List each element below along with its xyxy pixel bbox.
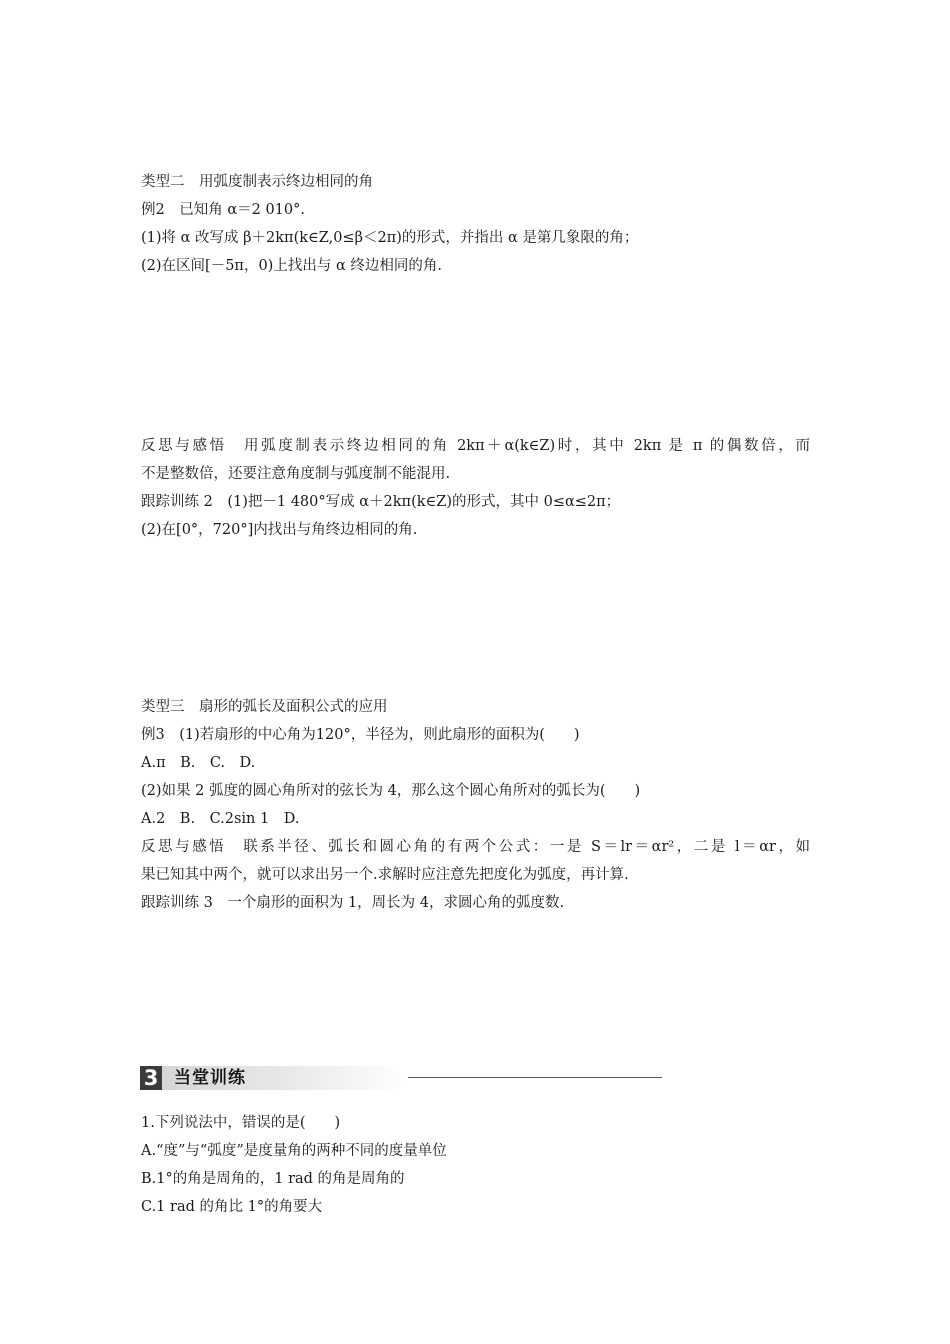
practice2-line-1: 跟踪训练 2 (1)把－1 480°写成 α＋2kπ(k∈Z)的形式，其中 0≤α≤2π； — [141, 494, 621, 510]
exercise1-question: 1.下列说法中，错误的是( ) — [141, 1115, 341, 1131]
section-divider — [408, 1077, 662, 1078]
example2-question-2: (2)在区间[－5π，0)上找出与 α 终边相同的角. — [141, 258, 442, 274]
type2-heading: 类型二 用弧度制表示终边相同的角 — [141, 174, 373, 190]
type3-reflection-line-2: 果已知其中两个，就可以求出另一个.求解时应注意先把度化为弧度，再计算. — [141, 867, 629, 883]
type3-reflection-line-1: 反思与感悟 联系半径、弧长和圆心角的有两个公式：一是 S＝lr＝αr²，二是 l＝αr，如 — [141, 839, 810, 855]
practice2-line-2: (2)在[0°，720°]内找出与角终边相同的角. — [141, 522, 418, 538]
example3-question-1: 例3 (1)若扇形的中心角为120°，半径为，则此扇形的面积为( ) — [141, 727, 580, 743]
example2-statement: 例2 已知角 α＝2 010°. — [141, 202, 305, 218]
exercise1-option-b: B.1°的角是周角的，1 rad 的角是周角的 — [141, 1171, 405, 1187]
exercise1-option-c: C.1 rad 的角比 1°的角要大 — [141, 1199, 323, 1215]
practice3: 跟踪训练 3 一个扇形的面积为 1，周长为 4，求圆心角的弧度数. — [141, 895, 565, 911]
example3-question-2-options: A.2 B. C.2sin 1 D. — [141, 811, 300, 827]
section-title: 当堂训练 — [174, 1068, 246, 1088]
exercise1-option-a: A.“度”与“弧度”是度量角的两种不同的度量单位 — [141, 1143, 447, 1159]
type3-heading: 类型三 扇形的弧长及面积公式的应用 — [141, 699, 388, 715]
example2-question-1: (1)将 α 改写成 β＋2kπ(k∈Z,0≤β＜2π)的形式，并指出 α 是第几象限的角； — [141, 230, 639, 246]
example3-question-1-options: A.π B. C. D. — [141, 755, 256, 771]
example3-question-2: (2)如果 2 弧度的圆心角所对的弦长为 4，那么这个圆心角所对的弧长为( ) — [141, 783, 641, 799]
section-header — [140, 1066, 525, 1090]
section-number: 3 — [140, 1066, 162, 1090]
type2-reflection-line-2: 不是整数倍，还要注意角度制与弧度制不能混用. — [141, 466, 451, 482]
type2-reflection-line-1: 反思与感悟 用弧度制表示终边相同的角 2kπ＋α(k∈Z)时，其中 2kπ 是 π 的偶数倍，而 — [141, 438, 810, 454]
